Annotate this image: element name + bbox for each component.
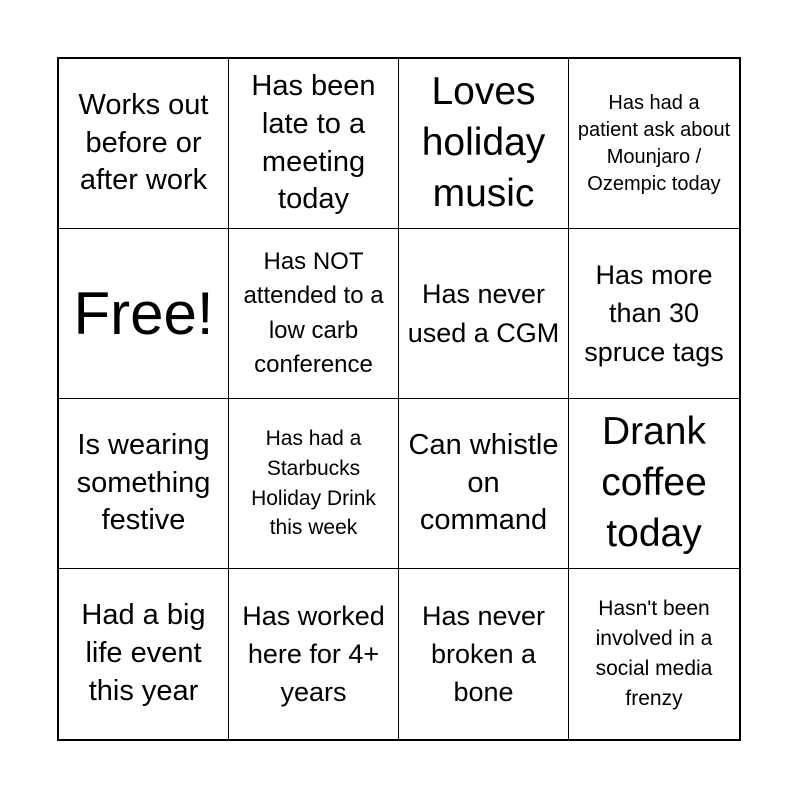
bingo-cell-text: Has been late to a meeting today: [251, 70, 376, 216]
bingo-cell[interactable]: [229, 59, 399, 229]
bingo-cell-free[interactable]: [59, 229, 229, 399]
bingo-cell[interactable]: [569, 569, 739, 739]
bingo-cell[interactable]: [59, 569, 229, 739]
bingo-cell-text: Had a big life event this year: [81, 599, 206, 707]
bingo-card: [57, 57, 741, 741]
bingo-cell-text: Has never broken a bone: [421, 600, 546, 708]
bingo-cell[interactable]: [229, 229, 399, 399]
bingo-cell-text: Is wearing something festive: [76, 428, 211, 537]
bingo-cell-text: Can whistle on command: [408, 428, 559, 537]
bingo-cell-text: Hasn't been involved in a social media frenzy: [595, 597, 713, 710]
bingo-cell-text: Has had a Starbucks Holiday Drink this week: [251, 426, 376, 540]
free-space-text: Free!: [73, 279, 214, 347]
bingo-cell[interactable]: [59, 59, 229, 229]
bingo-cell[interactable]: [569, 399, 739, 569]
bingo-cell-text: Has worked here for 4+ years: [242, 600, 385, 708]
bingo-cell-text: Works out before or after work: [78, 88, 209, 197]
bingo-cell[interactable]: [399, 399, 569, 569]
bingo-cell-text: Has more than 30 spruce tags: [584, 260, 724, 367]
bingo-cell[interactable]: [399, 229, 569, 399]
bingo-cell[interactable]: [399, 59, 569, 229]
bingo-cell-text: Has NOT attended to a low carb conference: [243, 248, 384, 378]
bingo-cell-text: Has had a patient ask about Mounjaro / Ozempic today: [577, 91, 731, 195]
bingo-cell[interactable]: [399, 569, 569, 739]
bingo-cell-text: Drank coffee today: [601, 410, 707, 555]
bingo-cell[interactable]: [229, 569, 399, 739]
bingo-cell-text: Loves holiday music: [421, 70, 546, 215]
bingo-cell[interactable]: [59, 399, 229, 569]
bingo-cell[interactable]: [569, 59, 739, 229]
bingo-cell[interactable]: [569, 229, 739, 399]
bingo-cell-text: Has never used a CGM: [407, 279, 560, 348]
bingo-cell[interactable]: [229, 399, 399, 569]
